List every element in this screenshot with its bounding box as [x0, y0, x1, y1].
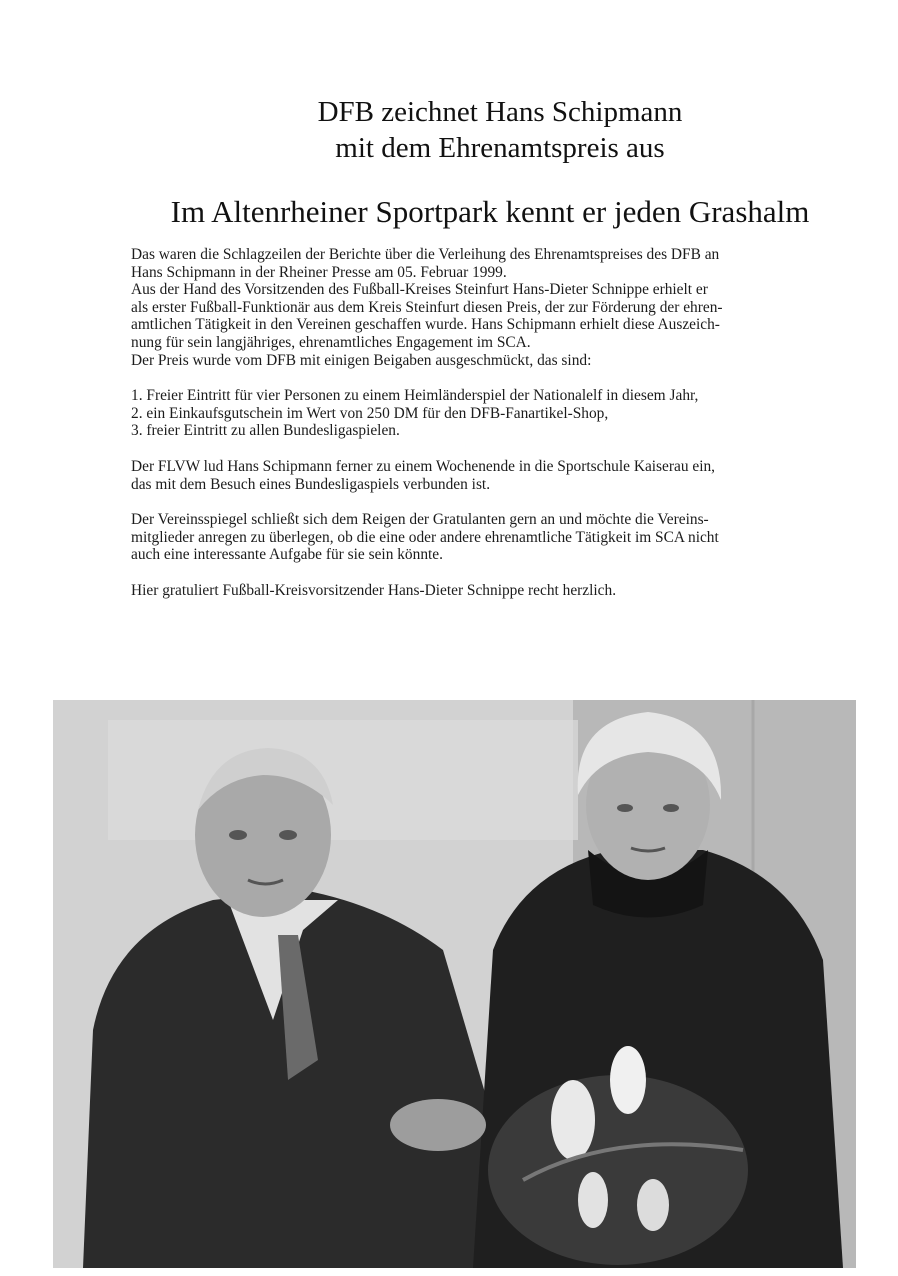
- intro-line: Hans Schipmann in der Rheiner Presse am 05. Februar 1999.: [131, 263, 507, 281]
- photo-background-sign: [108, 720, 578, 840]
- subheadline: Im Altenrheiner Sportpark kennt er jeden Grashalm: [170, 194, 810, 229]
- flvw-line: das mit dem Besuch eines Bundesligaspiels verbunden ist.: [131, 475, 491, 493]
- closing-line: Hier gratuliert Fußball-Kreisvorsitzender Hans-Dieter Schnippe recht herzlich.: [131, 581, 617, 599]
- headline: [150, 94, 850, 166]
- intro-line: nung für sein langjähriges, ehrenamtliches Engagement im SCA.: [131, 333, 531, 351]
- right-man-eye: [663, 804, 679, 812]
- handshake: [390, 1099, 486, 1151]
- list-item: 1. Freier Eintritt für vier Personen zu einem Heimländerspiel der Nationalelf in diesem Jahr,: [131, 387, 699, 405]
- intro-line: Das waren die Schlagzeilen der Berichte über die Verleihung des Ehrenamtspreises des DFB an: [131, 246, 720, 263]
- paragraph-gap: [131, 564, 847, 582]
- vereinsspiegel-line: mitglieder anregen zu überlegen, ob die eine oder andere ehrenamtliche Tätigkeit im SCA nicht: [131, 528, 719, 546]
- headline-line-2: mit dem Ehrenamtspreis aus: [335, 132, 665, 164]
- calla-lily: [610, 1046, 646, 1114]
- calla-lily: [637, 1179, 669, 1231]
- article-body: [131, 246, 847, 600]
- prize-list: [131, 387, 847, 440]
- intro-line: Aus der Hand des Vorsitzenden des Fußball-Kreises Steinfurt Hans-Dieter Schnippe erhielt er: [131, 281, 708, 299]
- paragraph-gap: [131, 369, 847, 387]
- list-item: 3. freier Eintritt zu allen Bundesligaspielen.: [131, 422, 400, 440]
- intro-line: amtlichen Tätigkeit in den Vereinen geschaffen wurde. Hans Schipmann erhielt diese Auszeich-: [131, 316, 720, 334]
- headline-line-1: DFB zeichnet Hans Schipmann: [317, 96, 683, 128]
- right-man-eye: [617, 804, 633, 812]
- paragraph-gap: [131, 440, 847, 458]
- flvw-line: Der FLVW lud Hans Schipmann ferner zu einem Wochenende in die Sportschule Kaiserau ein,: [131, 457, 716, 475]
- paragraph-gap: [131, 493, 847, 511]
- list-item: 2. ein Einkaufsgutschein im Wert von 250 DM für den DFB-Fanartikel-Shop,: [131, 404, 609, 422]
- calla-lily: [578, 1172, 608, 1228]
- left-man-eye: [279, 830, 297, 840]
- left-man-eye: [229, 830, 247, 840]
- vereinsspiegel-line: auch eine interessante Aufgabe für sie sein könnte.: [131, 546, 443, 564]
- vereinsspiegel-line: Der Vereinsspiegel schließt sich dem Reigen der Gratulanten gern an und möchte die Vereins-: [131, 511, 709, 529]
- intro-line: als erster Fußball-Funktionär aus dem Kreis Steinfurt diesen Preis, der zur Förderung der ehren-: [131, 298, 723, 316]
- award-photo: [53, 700, 856, 1268]
- intro-line: Der Preis wurde vom DFB mit einigen Beigaben ausgeschmückt, das sind:: [131, 351, 592, 369]
- calla-lily: [551, 1080, 595, 1160]
- photo-illustration: [53, 700, 856, 1268]
